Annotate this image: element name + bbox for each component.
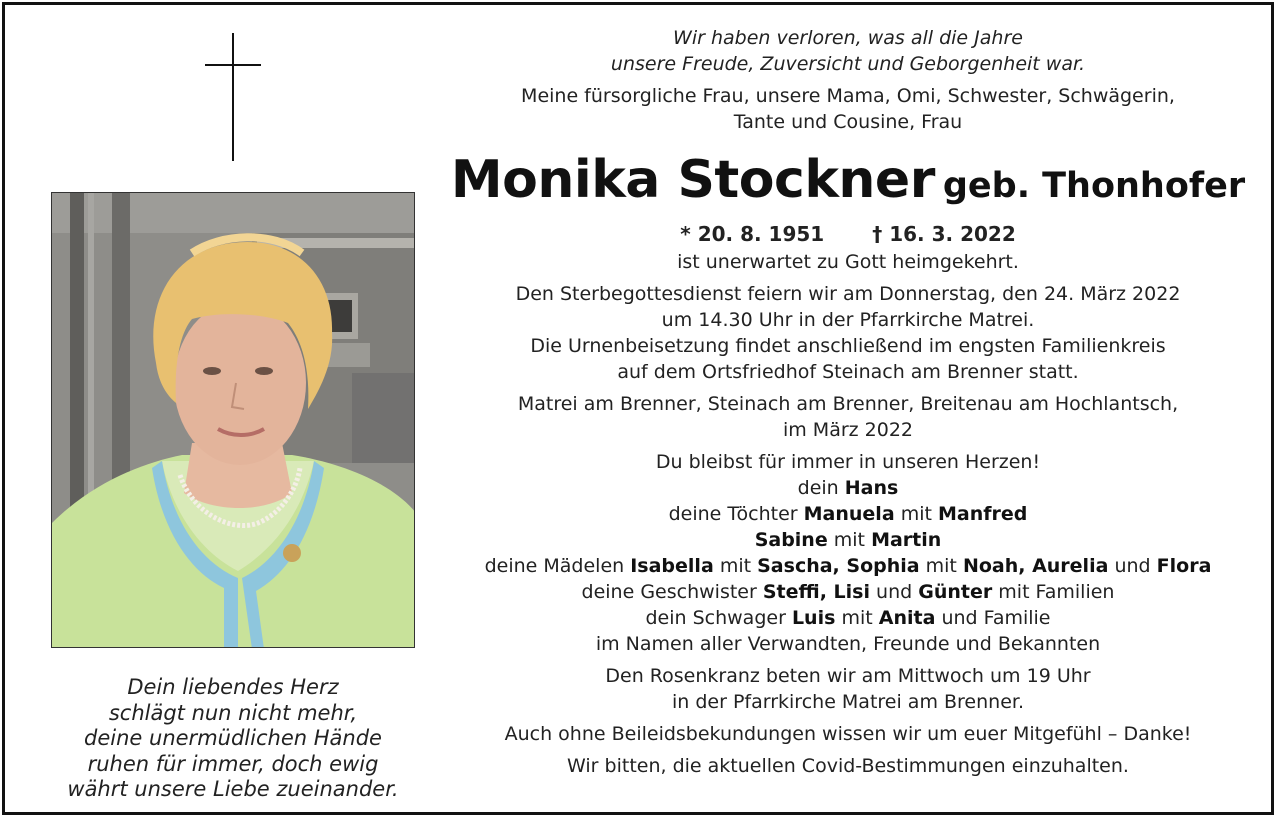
family-text: deine Töchter (668, 503, 798, 525)
family-line: im Namen aller Verwandten, Freunde und Bekannten (595, 633, 1101, 655)
condolence-line: Auch ohne Beileidsbekundungen wissen wir um euer Mitgefühl – Danke! (504, 723, 1192, 745)
birth-date: * 20. 8. 1951 (680, 222, 825, 246)
family-name: Sabine (754, 529, 828, 551)
relation-line: Tante und Cousine, Frau (733, 111, 963, 133)
family-text: mit (833, 529, 866, 551)
family-text: mit (719, 555, 752, 577)
passed-line: ist unerwartet zu Gott heimgekehrt. (677, 251, 1019, 273)
family-name: Flora (1156, 555, 1212, 577)
relation-line: Meine fürsorgliche Frau, unsere Mama, Omi, Schwester, Schwägerin, (521, 85, 1175, 107)
service-line: Den Sterbegottesdienst feiern wir am Donnerstag, den 24. März 2022 (515, 283, 1181, 305)
poem-line: deine unermüdlichen Hände (84, 726, 382, 750)
family-text: und Familie (941, 607, 1051, 629)
obituary-frame (2, 2, 1274, 815)
family-name: Manuela (803, 503, 895, 525)
service-line: auf dem Ortsfriedhof Steinach am Brenner statt. (617, 361, 1079, 383)
family-text: mit Familien (998, 581, 1115, 603)
poem-line: schlägt nun nicht mehr, (108, 700, 358, 725)
obituary-text (445, 25, 1251, 779)
poem (45, 675, 421, 803)
hearts-line: Du bleibst für immer in unseren Herzen! (655, 451, 1041, 473)
cross-icon (205, 33, 261, 161)
place-line: Matrei am Brenner, Steinach am Brenner, Breitenau am Hochlantsch, (517, 393, 1179, 415)
poem-line: währt unsere Liebe zueinander. (67, 777, 399, 801)
family-name: Hans (844, 477, 899, 499)
family-line (445, 527, 1251, 553)
family-text: deine Mädelen (484, 555, 625, 577)
family-text: dein (797, 477, 839, 499)
family-line (445, 553, 1251, 579)
family-line (445, 475, 1251, 501)
family-name: Manfred (938, 503, 1028, 525)
deceased-name: Monika Stockner (450, 150, 935, 210)
service-line: um 14.30 Uhr in der Pfarrkirche Matrei. (661, 309, 1035, 331)
family-text: deine Geschwister (581, 581, 757, 603)
family-name: Isabella (630, 555, 714, 577)
family-name: Günter (918, 581, 993, 603)
family-line (445, 579, 1251, 605)
family-name: Luis (791, 607, 836, 629)
covid-line: Wir bitten, die aktuellen Covid-Bestimmungen einzuhalten. (567, 755, 1129, 777)
family-text: und (876, 581, 913, 603)
poem-line: ruhen für immer, doch ewig (87, 751, 379, 776)
verse-line: Wir haben verloren, was all die Jahre (673, 27, 1023, 49)
rosary-line: in der Pfarrkirche Matrei am Brenner. (671, 691, 1024, 713)
family-name: Martin (871, 529, 942, 551)
family-text: mit (841, 607, 873, 629)
family-name: Steffi, Lisi (762, 581, 870, 603)
family-name: Noah, Aurelia (962, 555, 1109, 577)
family-name: Anita (878, 607, 936, 629)
family-text: mit (900, 503, 932, 525)
place-line: im März 2022 (782, 419, 914, 441)
family-line (445, 605, 1251, 631)
poem-line: Dein liebendes Herz (127, 675, 339, 699)
birth-name: geb. Thonhofer (942, 166, 1246, 206)
deceased-name-heading (445, 145, 1251, 215)
family-text: und (1114, 555, 1151, 577)
family-text: dein Schwager (645, 607, 786, 629)
life-dates (445, 219, 1251, 249)
family-text: mit (925, 555, 957, 577)
verse-line: unsere Freude, Zuversicht und Geborgenheit war. (610, 53, 1086, 75)
rosary-line: Den Rosenkranz beten wir am Mittwoch um 19 Uhr (605, 665, 1091, 687)
portrait-photo (51, 192, 415, 648)
family-line (445, 501, 1251, 527)
service-line: Die Urnenbeisetzung findet anschließend im engsten Familienkreis (530, 335, 1166, 357)
death-date: † 16. 3. 2022 (872, 222, 1016, 246)
family-name: Sascha, Sophia (757, 555, 920, 577)
